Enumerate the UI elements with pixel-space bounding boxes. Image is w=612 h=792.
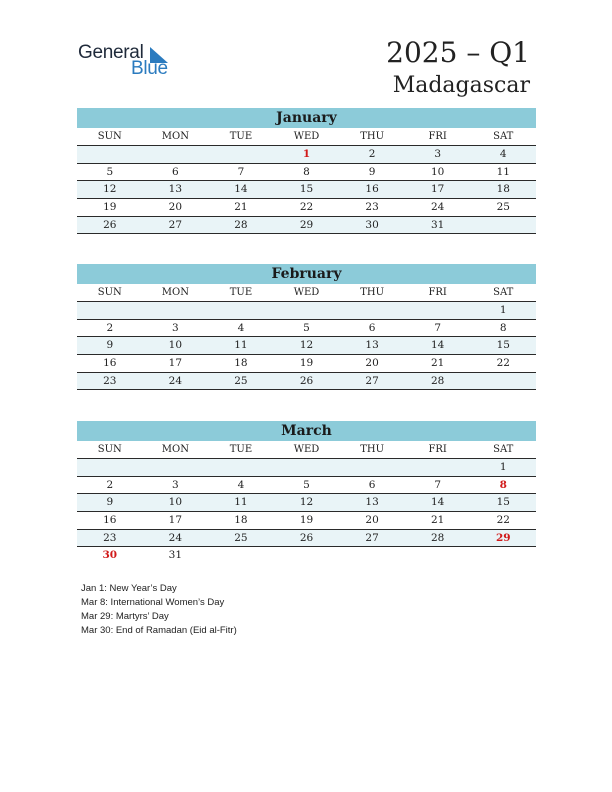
day-cell: 20: [365, 357, 379, 370]
day-cell: 17: [168, 357, 183, 370]
day-cell: [143, 146, 209, 163]
weekday-label: THU: [360, 287, 385, 298]
day-cell: 11: [234, 339, 248, 352]
day-cell: 9: [106, 496, 114, 509]
day-cell: 30: [102, 549, 118, 562]
weekday-label: WED: [293, 287, 320, 298]
weekday-label: WED: [293, 444, 320, 455]
day-cell: 10: [430, 165, 445, 178]
week-row: [77, 337, 536, 355]
day-cell: 13: [365, 496, 379, 509]
weekday-label: TUE: [229, 444, 253, 455]
day-cell: 25: [496, 201, 510, 214]
day-cell: [339, 459, 405, 476]
week-row: [77, 181, 536, 199]
month-february: [77, 264, 536, 390]
day-cell: 29: [495, 531, 511, 544]
day-cell: 15: [299, 183, 314, 196]
day-cell: 21: [234, 201, 248, 214]
weekday-label: THU: [360, 131, 385, 142]
day-cell: 15: [496, 496, 510, 509]
day-cell: 2: [106, 478, 114, 491]
weekday-label: MON: [161, 287, 189, 298]
day-cell: 7: [434, 478, 442, 491]
day-cell: 24: [168, 374, 183, 387]
day-cell: [470, 547, 536, 565]
day-cell: 11: [234, 496, 248, 509]
day-cell: [339, 302, 405, 319]
day-cell: 15: [496, 339, 510, 352]
day-cell: 27: [365, 374, 379, 387]
holiday-note: Jan 1: New Year’s Day: [81, 583, 177, 594]
day-cell: 16: [103, 357, 117, 370]
logo-text-blue: Blue: [131, 58, 168, 79]
weekday-label: THU: [360, 444, 385, 455]
week-row: [77, 459, 536, 477]
day-cell: 3: [172, 321, 179, 334]
month-march: [77, 421, 536, 565]
weekday-label: MON: [161, 444, 189, 455]
day-cell: 7: [237, 165, 245, 178]
day-cell: [339, 547, 405, 565]
weekday-label: TUE: [229, 131, 253, 142]
logo-text-general: General: [78, 42, 144, 63]
day-cell: 8: [499, 321, 507, 334]
day-cell: 19: [103, 201, 117, 214]
day-cell: [470, 217, 536, 234]
day-cell: [274, 302, 340, 319]
month-january: [77, 108, 536, 234]
day-cell: [208, 302, 274, 319]
day-cell: [77, 459, 143, 476]
day-cell: 13: [365, 339, 379, 352]
holiday-note: Mar 30: End of Ramadan (Eid al-Fitr): [81, 625, 237, 636]
day-cell: 9: [368, 165, 376, 178]
weekday-label: SUN: [97, 131, 122, 142]
week-row: [77, 217, 536, 235]
day-cell: 28: [430, 374, 445, 387]
day-cell: [208, 459, 274, 476]
day-cell: 16: [103, 514, 117, 527]
weekday-label: SAT: [493, 131, 514, 142]
day-cell: 23: [103, 531, 117, 544]
day-cell: 1: [302, 148, 311, 160]
day-cell: [470, 373, 536, 390]
week-row: [77, 494, 536, 512]
day-cell: 19: [299, 357, 314, 370]
day-cell: 29: [299, 218, 314, 231]
day-cell: 6: [172, 165, 179, 178]
day-cell: 22: [299, 201, 314, 214]
day-cell: 18: [496, 183, 510, 196]
week-row: [77, 302, 536, 320]
weekday-label: SUN: [97, 444, 122, 455]
holiday-notes: [81, 582, 237, 638]
holiday-note: Mar 29: Martyrs’ Day: [81, 611, 169, 622]
day-cell: 24: [168, 531, 183, 544]
day-cell: 28: [430, 531, 445, 544]
day-cell: 8: [303, 165, 310, 178]
day-cell: 18: [234, 514, 248, 527]
day-cell: 31: [430, 218, 445, 231]
day-cell: 13: [168, 183, 183, 196]
day-cell: 2: [368, 148, 376, 160]
day-cell: 26: [103, 218, 117, 231]
day-cell: 18: [234, 357, 248, 370]
week-row: [77, 530, 536, 548]
day-cell: [405, 547, 471, 565]
day-cell: 11: [496, 165, 510, 178]
weekday-header-row: [77, 128, 536, 146]
day-cell: 3: [172, 478, 179, 491]
day-cell: 16: [365, 183, 379, 196]
day-cell: 27: [365, 531, 379, 544]
day-cell: 26: [299, 531, 314, 544]
day-cell: [274, 547, 340, 565]
day-cell: 8: [499, 478, 507, 491]
day-cell: 21: [430, 514, 445, 527]
day-cell: 5: [303, 321, 310, 334]
day-cell: 17: [168, 514, 183, 527]
day-cell: 25: [234, 374, 248, 387]
day-cell: 21: [430, 357, 445, 370]
day-cell: 10: [168, 496, 183, 509]
weekday-label: TUE: [229, 287, 253, 298]
day-cell: 3: [434, 148, 442, 160]
day-cell: 19: [299, 514, 314, 527]
day-cell: 26: [299, 374, 314, 387]
day-cell: 7: [434, 321, 442, 334]
weekday-label: FRI: [428, 287, 447, 298]
weekday-label: SUN: [97, 287, 122, 298]
day-cell: 14: [234, 183, 248, 196]
day-cell: [274, 459, 340, 476]
month-name: February: [77, 264, 536, 284]
day-cell: 2: [106, 321, 114, 334]
week-row: [77, 477, 536, 495]
page-title: 2025 – Q1: [386, 36, 530, 69]
day-cell: 22: [496, 514, 510, 527]
day-cell: 5: [106, 165, 114, 178]
week-row: [77, 373, 536, 391]
day-cell: [405, 459, 471, 476]
week-row: [77, 320, 536, 338]
weekday-label: SAT: [493, 444, 514, 455]
day-cell: 10: [168, 339, 183, 352]
day-cell: 6: [368, 478, 376, 491]
day-cell: 12: [299, 339, 314, 352]
day-cell: 1: [499, 304, 507, 316]
weekday-header-row: [77, 284, 536, 302]
day-cell: 20: [168, 201, 183, 214]
month-name: January: [77, 108, 536, 128]
day-cell: 6: [368, 321, 376, 334]
country-name: Madagascar: [392, 73, 530, 98]
holiday-note: Mar 8: International Women’s Day: [81, 597, 225, 608]
day-cell: [208, 146, 274, 163]
day-cell: [77, 146, 143, 163]
week-row: [77, 355, 536, 373]
day-cell: 4: [237, 321, 245, 334]
day-cell: 27: [168, 218, 183, 231]
weekday-label: FRI: [428, 131, 447, 142]
day-cell: [143, 459, 209, 476]
day-cell: 12: [103, 183, 117, 196]
day-cell: 4: [499, 148, 507, 160]
generalblue-logo: [78, 42, 188, 82]
day-cell: [143, 302, 209, 319]
week-row: [77, 146, 536, 164]
month-name: March: [77, 421, 536, 441]
day-cell: 25: [234, 531, 248, 544]
day-cell: 9: [106, 339, 114, 352]
week-row: [77, 199, 536, 217]
day-cell: [405, 302, 471, 319]
weekday-label: SAT: [493, 287, 514, 298]
day-cell: 23: [103, 374, 117, 387]
day-cell: 28: [234, 218, 248, 231]
weekday-header-row: [77, 441, 536, 459]
day-cell: 5: [303, 478, 310, 491]
day-cell: [208, 547, 274, 565]
day-cell: 14: [430, 339, 445, 352]
day-cell: 1: [499, 461, 507, 473]
day-cell: 4: [237, 478, 245, 491]
week-row: [77, 164, 536, 182]
week-row: [77, 512, 536, 530]
day-cell: 31: [168, 549, 183, 562]
day-cell: [77, 302, 143, 319]
day-cell: 22: [496, 357, 510, 370]
day-cell: 17: [430, 183, 445, 196]
day-cell: 23: [365, 201, 379, 214]
day-cell: 12: [299, 496, 314, 509]
day-cell: 14: [430, 496, 445, 509]
weekday-label: WED: [293, 131, 320, 142]
week-row: [77, 547, 536, 565]
day-cell: 20: [365, 514, 379, 527]
weekday-label: MON: [161, 131, 189, 142]
day-cell: 24: [430, 201, 445, 214]
weekday-label: FRI: [428, 444, 447, 455]
day-cell: 30: [365, 218, 379, 231]
